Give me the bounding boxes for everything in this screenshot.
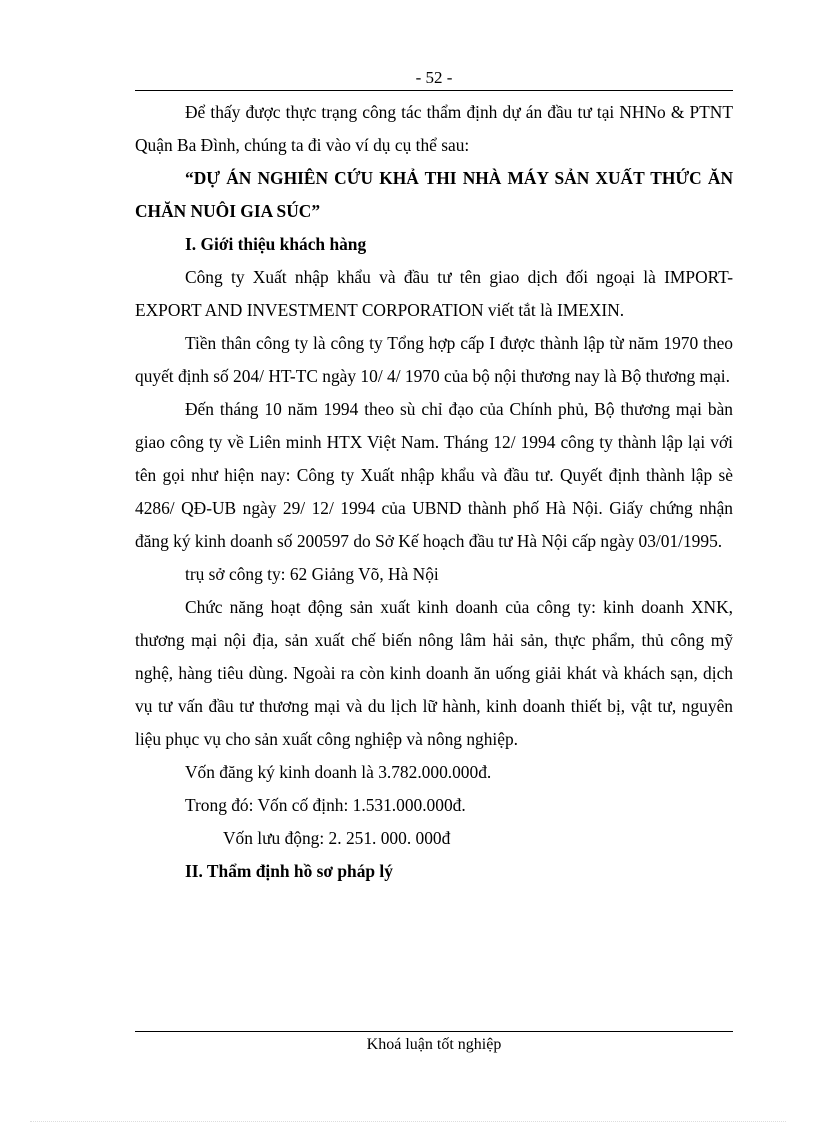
registered-capital: Vốn đăng ký kinh doanh là 3.782.000.000đ. — [185, 762, 492, 782]
business-functions-paragraph: Chức năng hoạt động sản xuất kinh doanh của công ty: kinh doanh XNK, thương mại nội địa, sản xuất chế biến nông lâm hải sản, thực phẩm, thủ công mỹ nghệ, hàng tiêu dùng. Ngoài ra còn kinh doanh ăn uống giải khát và khách sạn, dịch vụ tư vấn đầu tư thương mại và du lịch lữ hành, kinh doanh thiết bị, vật tư, nguyên liệu phục vụ cho sản xuất công nghiệp và nông nghiệp. — [135, 597, 733, 749]
page-edge-divider — [30, 1121, 786, 1122]
fixed-capital: Trong đó: Vốn cố định: 1.531.000.000đ. — [185, 795, 466, 815]
footer-text: Khoá luận tốt nghiệp — [366, 1036, 502, 1053]
header-rule — [135, 90, 733, 91]
document-body — [135, 96, 733, 888]
page-number: - 52 - — [415, 68, 453, 87]
company-reestablishment-paragraph: Đến tháng 10 năm 1994 theo sù chỉ đạo của Chính phủ, Bộ thương mại bàn giao công ty về Liên minh HTX Việt Nam. Tháng 12/ 1994 công ty thành lập lại với tên gọi như hiện nay: Công ty Xuất nhập khẩu và đầu tư. Quyết định thành lập sè 4286/ QĐ-UB ngày 29/ 12/ 1994 của UBND thành phố Hà Nội. Giấy chứng nhận đăng ký kinh doanh số 200597 do Sở Kế hoạch đầu tư Hà Nội cấp ngày 03/01/1995. — [135, 399, 733, 551]
project-title: “DỰ ÁN NGHIÊN CỨU KHẢ THI NHÀ MÁY SẢN XUẤT THỨC ĂN CHĂN NUÔI GIA SÚC” — [135, 168, 733, 221]
section-heading-2: II. Thẩm định hồ sơ pháp lý — [185, 861, 393, 881]
intro-paragraph: Để thấy được thực trạng công tác thẩm định dự án đầu tư tại NHNo & PTNT Quận Ba Đình, chúng ta đi vào ví dụ cụ thể sau: — [135, 102, 733, 155]
company-name-paragraph: Công ty Xuất nhập khẩu và đầu tư tên giao dịch đối ngoại là IMPORT- EXPORT AND INVESTMENT CORPORATION viết tắt là IMEXIN. — [135, 267, 733, 320]
footer-rule — [135, 1031, 733, 1032]
headquarters-paragraph: trụ sở công ty: 62 Giảng Võ, Hà Nội — [185, 564, 439, 584]
working-capital: Vốn lưu động: 2. 251. 000. 000đ — [223, 828, 451, 848]
section-heading-1: I. Giới thiệu khách hàng — [185, 234, 367, 254]
company-history-paragraph: Tiền thân công ty là công ty Tổng hợp cấp I được thành lập từ năm 1970 theo quyết định số 204/ HT-TC ngày 10/ 4/ 1970 của bộ nội thương nay là Bộ thương mại. — [135, 333, 733, 386]
